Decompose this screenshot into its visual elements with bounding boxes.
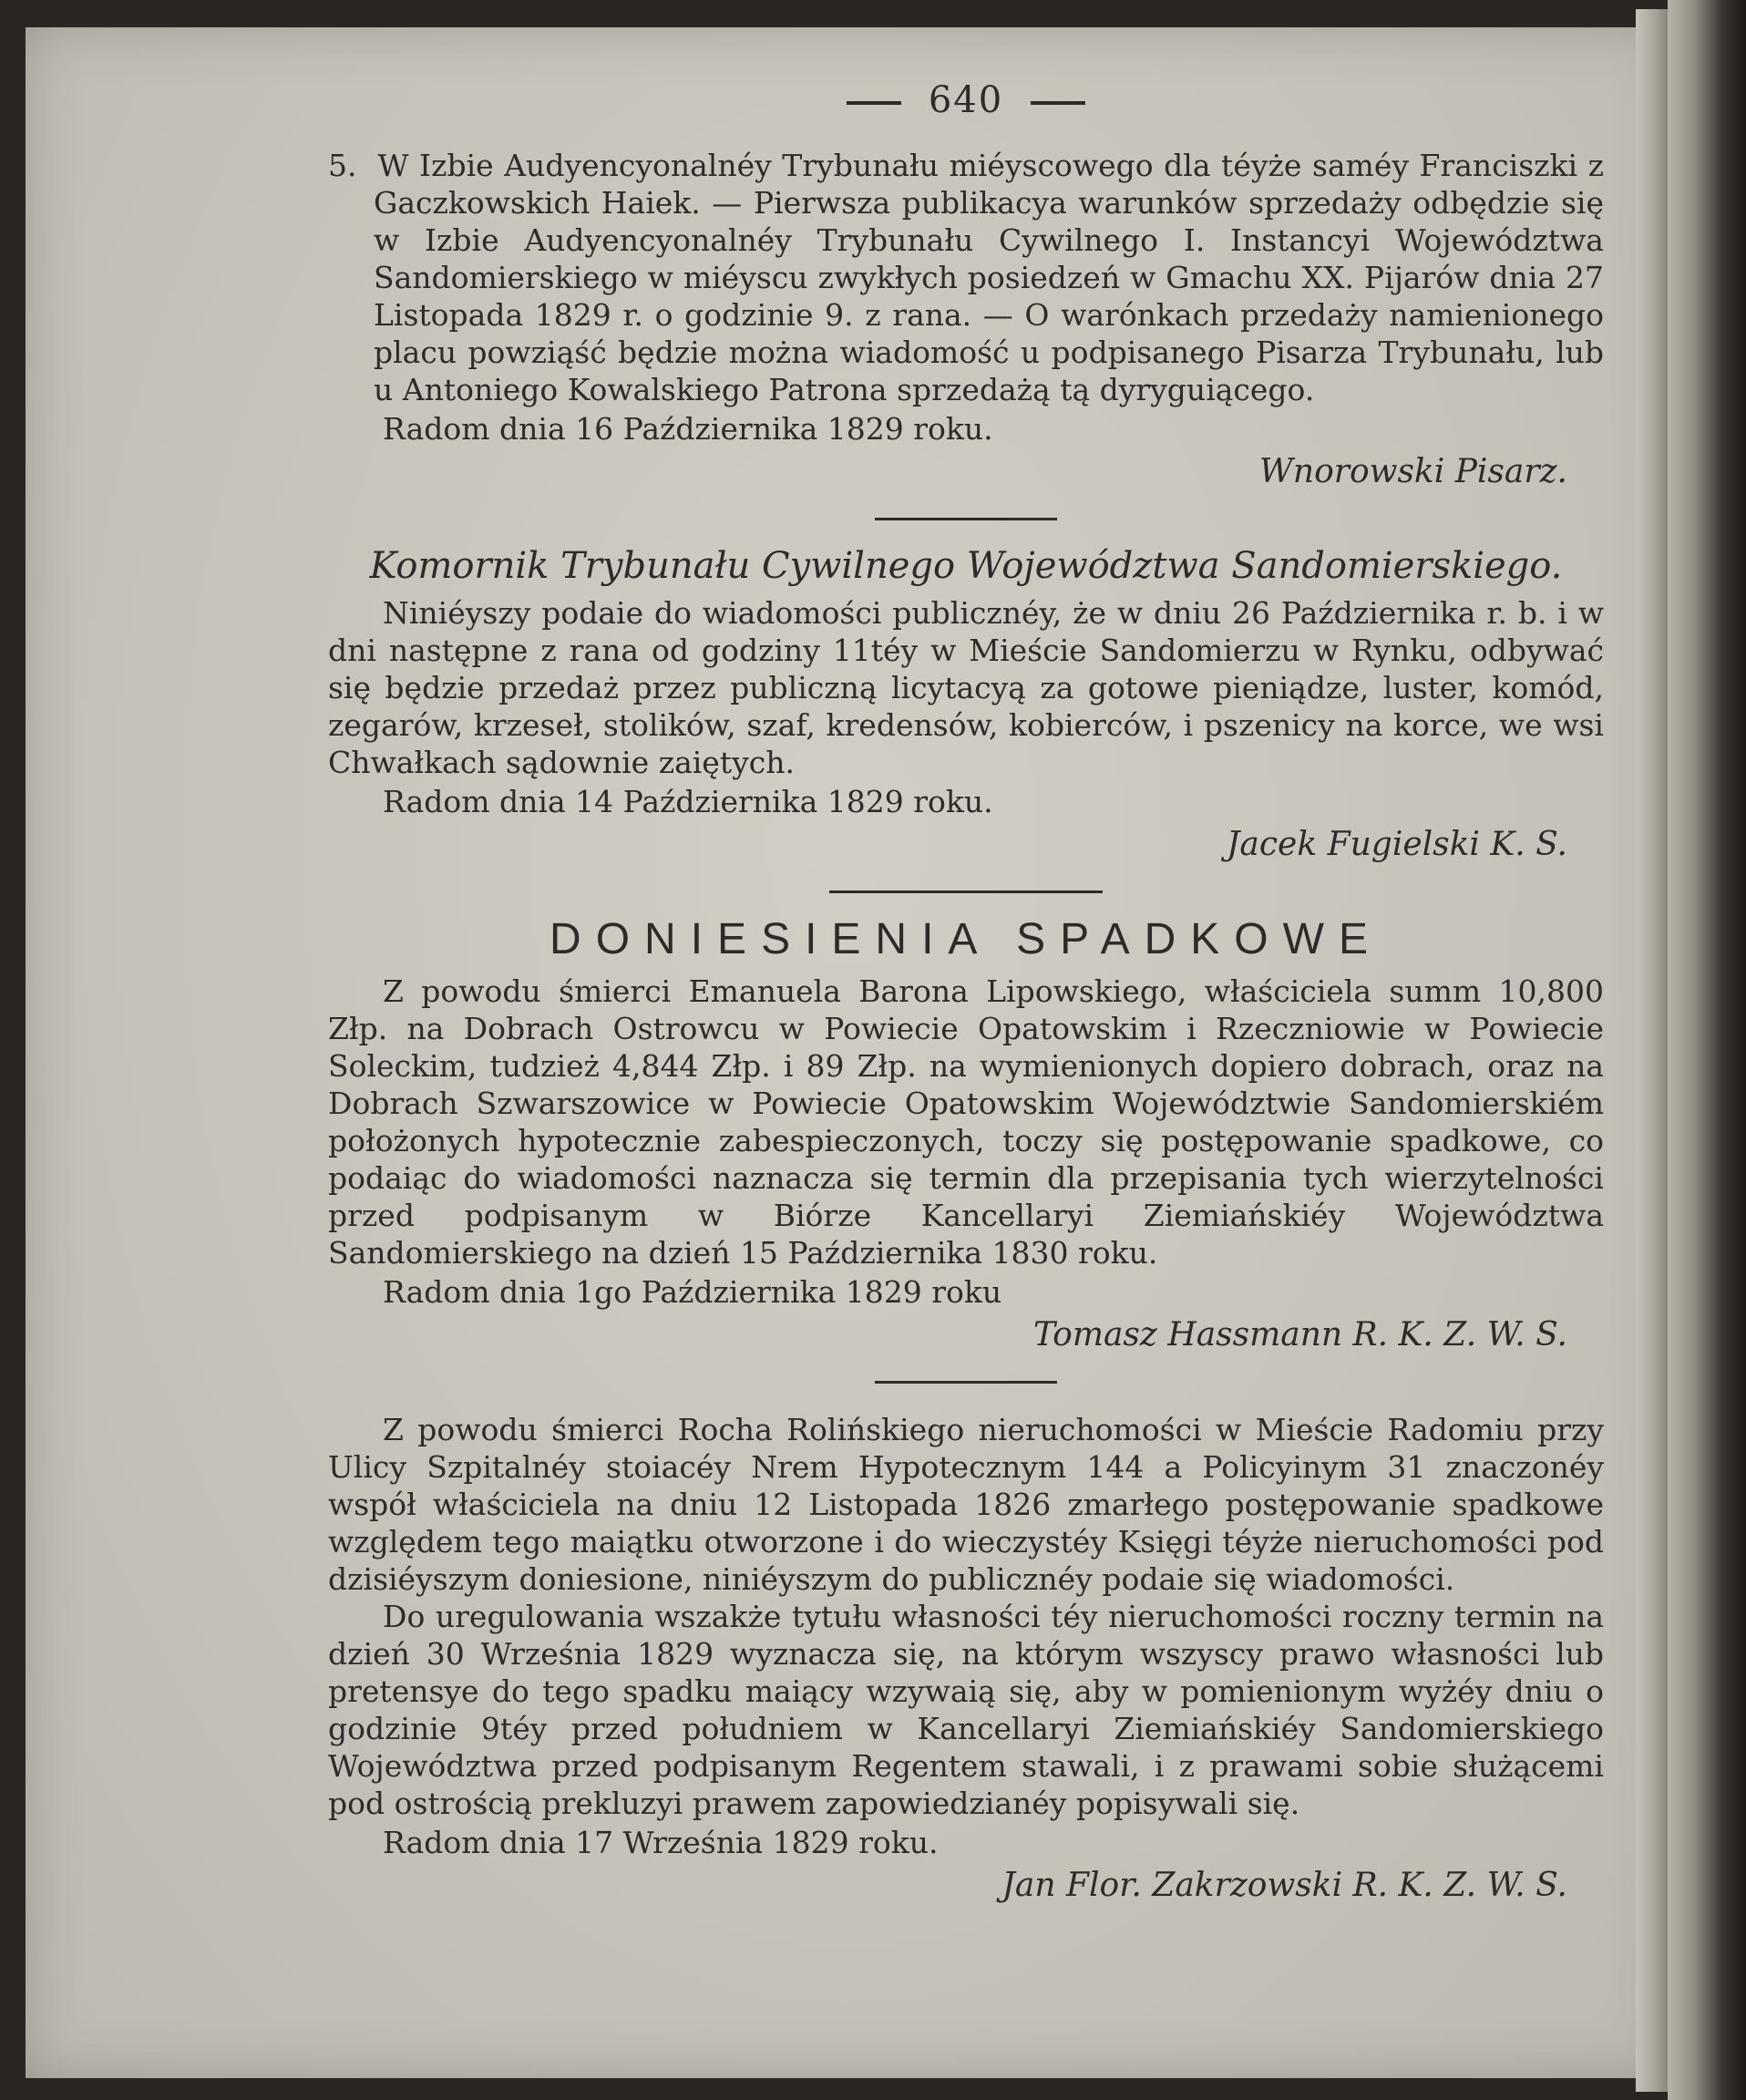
notice-1-body: W Izbie Audyencyonalnéy Trybunału miéyscowego dla téyże saméy Franciszki z Gaczkowskich Haiek. — Pierwsza publikacya warunków sprzedaży odbędzie się w Izbie Audyencyonalnéy Trybunału Cywilnego I. Instancyi Województwa Sandomierskiego w miéyscu zwykłych posiedzeń w Gmachu XX. Pijarów dnia 27 Listopada 1829 r. o godzinie 9. z rana. — O warónkach przedaży namienionego placu powziąść będzie można wiadomość u podpisanego Pisarza Trybunału, lub u Antoniego Kowalskiego Patrona sprzedażą tą dyryguiącego. xyxy=(374,148,1604,407)
section-heading: DONIESIENIA SPADKOWE xyxy=(549,915,1382,963)
page-number-header xyxy=(328,79,1604,121)
divider-rule xyxy=(875,1381,1057,1384)
notice-3-signature: Tomasz Hassmann R. K. Z. W. S. xyxy=(1032,1316,1567,1354)
page-number: 640 xyxy=(928,79,1004,121)
notice-4-paragraph-2: Do uregulowania wszakże tytułu własności téy nieruchomości roczny termin na dzień 30 Września 1829 wyznacza się, na którym wszyscy prawo własności lub pretensye do tego spadku maiący wzywaią się, aby w pomienionym wyżéy dniu o godzinie 9téy przed południem w Kancellaryi Ziemiańskiéy Sandomierskiego Województwa przed podpisanym Regentem stawali, i z prawami sobie służącemi pod ostrością prekluzyi prawem zapowiedzianéy popisywali się. xyxy=(328,1599,1604,1821)
notice-2-date: Radom dnia 14 Października 1829 roku. xyxy=(383,784,993,819)
notice-2-text: Niniéyszy podaie do wiadomości publicznéy, że w dniu 26 Października r. b. i w dni następne z rana od godziny 11téy w Mieście Sandomierzu w Rynku, odbywać się będzie przedaż przez publiczną licytacyą za gotowe pieniądze, luster, komód, zegarów, krzeseł, stolików, szaf, kredensów, kobierców, i pszenicy na korce, we wsi Chwałkach sądownie zaiętych. xyxy=(328,595,1604,780)
notice-4-date: Radom dnia 17 Września 1829 roku. xyxy=(383,1825,939,1860)
right-dash xyxy=(1031,101,1085,105)
notice-2-signature: Jacek Fugielski K. S. xyxy=(1226,826,1567,863)
notice-4-signature: Jan Flor. Zakrzowski R. K. Z. W. S. xyxy=(1001,1867,1567,1904)
notice-3-date: Radom dnia 1go Października 1829 roku xyxy=(383,1274,1002,1310)
notice-1-text xyxy=(328,147,1604,408)
notice-3-text: Z powodu śmierci Emanuela Barona Lipowskiego, właściciela summ 10,800 Złp. na Dobrach Ostrowcu w Powiecie Opatowskim i Rzeczniowie w Powiecie Soleckim, tudzież 4,844 Złp. i 89 Złp. na wymienionych dopiero dobrach, oraz na Dobrach Szwarszowice w Powiecie Opatowskim Województwie Sandomierskiém położonych hypotecznie zabespieczonych, toczy się postępowanie spadkowe, co podaiąc do wiadomości naznacza się termin dla przepisania tych wierzytelności przed podpisanym w Biórze Kancellaryi Ziemiańskiéy Województwa Sandomierskiego na dzień 15 Października 1830 roku. xyxy=(328,973,1604,1271)
left-dash xyxy=(847,101,901,105)
notice-1-date: Radom dnia 16 Października 1829 roku. xyxy=(383,411,993,447)
book-spine xyxy=(1668,0,1746,2100)
notice-1-signature: Wnorowski Pisarz. xyxy=(1258,453,1567,490)
page-edge xyxy=(1636,9,1668,2092)
page-content xyxy=(328,73,1604,1904)
notice-1-number: 5. xyxy=(328,148,357,183)
notice-4-paragraph-1: Z powodu śmierci Rocha Rolińskiego nieruchomości w Mieście Radomiu przy Ulicy Szpitalnéy stoiacéy Nrem Hypotecznym 144 a Policyinym 31 znaczonéy współ właściciela na dniu 12 Listopada 1826 zmarłego postępowanie spadkowe względem tego maiątku otworzone i do wieczystéy Księgi téyże nieruchomości pod dzisiéyszym doniesione, niniéyszym do publicznéy podaie się wiadomości. xyxy=(328,1412,1604,1597)
notice-2-heading: Komornik Trybunału Cywilnego Województwa Sandomierskiego. xyxy=(369,545,1563,587)
divider-rule xyxy=(829,890,1103,893)
divider-rule xyxy=(875,518,1057,520)
